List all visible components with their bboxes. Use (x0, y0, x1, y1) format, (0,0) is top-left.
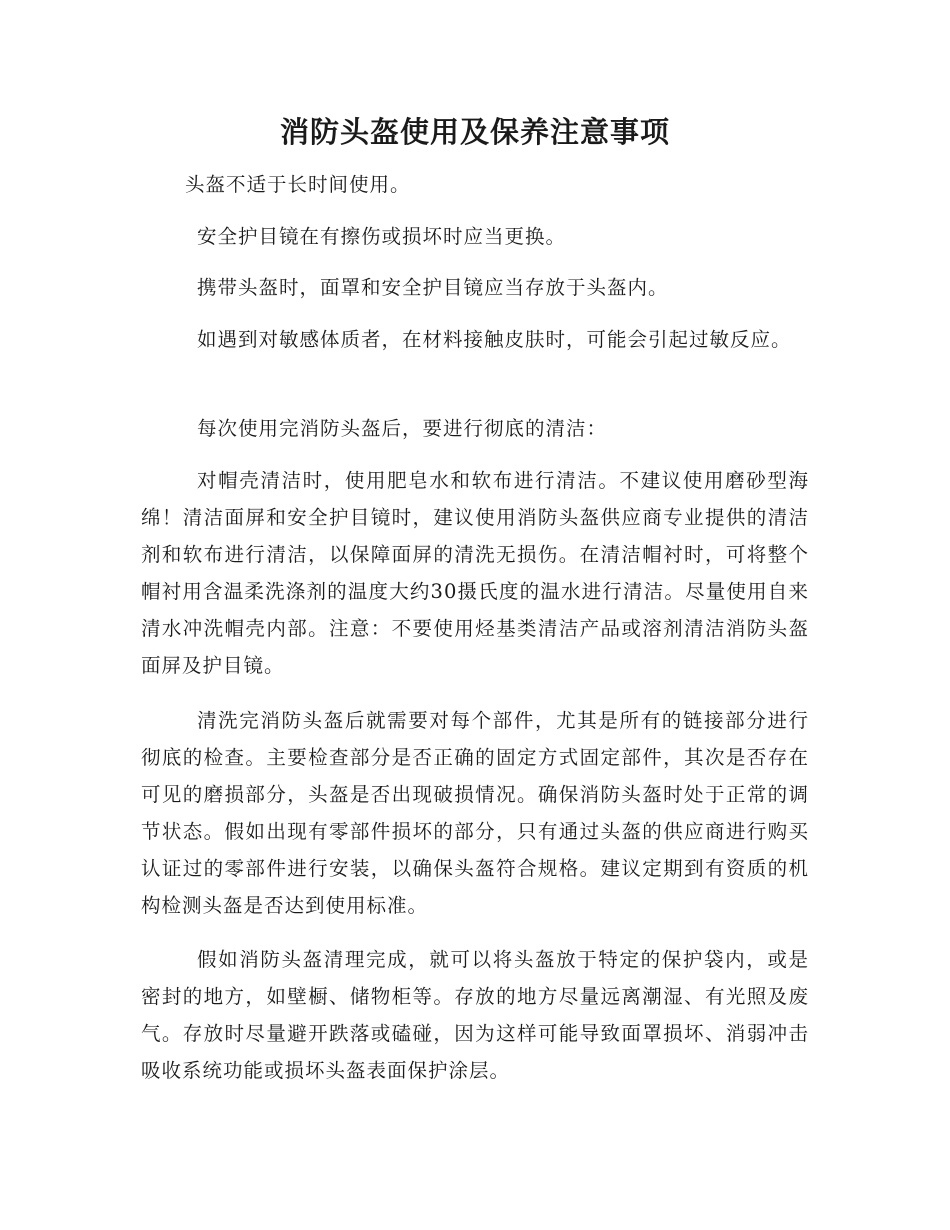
paragraph-8: 假如消防头盔清理完成，就可以将头盔放于特定的保护袋内，或是密封的地方，如壁橱、储物柜等。存放的地方尽量远离潮湿、有光照及废气。存放时尽量避开跌落或磕碰，因为这样可能导致面罩损坏、消弱冲击吸收系统功能或损坏头盔表面保护涂层。 (141, 948, 809, 1082)
paragraph-5: 每次使用完消防头盔后，要进行彻底的清洁： (197, 417, 608, 440)
paragraph-2: 安全护目镜在有擦伤或损坏时应当更换。 (197, 225, 567, 248)
paragraph-3: 携带头盔时，面罩和安全护目镜应当存放于头盔内。 (197, 276, 669, 299)
paragraph-4: 如遇到对敏感体质者，在材料接触皮肤时，可能会引起过敏反应。 (197, 328, 792, 351)
paragraph-7: 清洗完消防头盔后就需要对每个部件，尤其是所有的链接部分进行彻底的检查。主要检查部分是否正确的固定方式固定部件，其次是否存在可见的磨损部分，头盔是否出现破损情况。确保消防头盔时处于正常的调节状态。假如出现有零部件损坏的部分，只有通过头盔的供应商进行购买认证过的零部件进行安装，以确保头盔符合规格。建议定期到有资质的机构检测头盔是否达到使用标准。 (141, 709, 809, 917)
paragraph-1: 头盔不适于长时间使用。 (185, 173, 411, 196)
paragraph-6: 对帽壳清洁时，使用肥皂水和软布进行清洁。不建议使用磨砂型海绵！清洁面屏和安全护目镜时，建议使用消防头盔供应商专业提供的清洁剂和软布进行清洁，以保障面屏的清洗无损伤。在清洁帽衬时，可将整个帽衬用含温柔洗涤剂的温度大约30摄氏度的温水进行清洁。尽量使用自来清水冲洗帽壳内部。注意：不要使用烃基类清洁产品或溶剂清洁消防头盔面屏及护目镜。 (141, 469, 809, 677)
document-title: 消防头盔使用及保养注意事项 (279, 115, 670, 149)
